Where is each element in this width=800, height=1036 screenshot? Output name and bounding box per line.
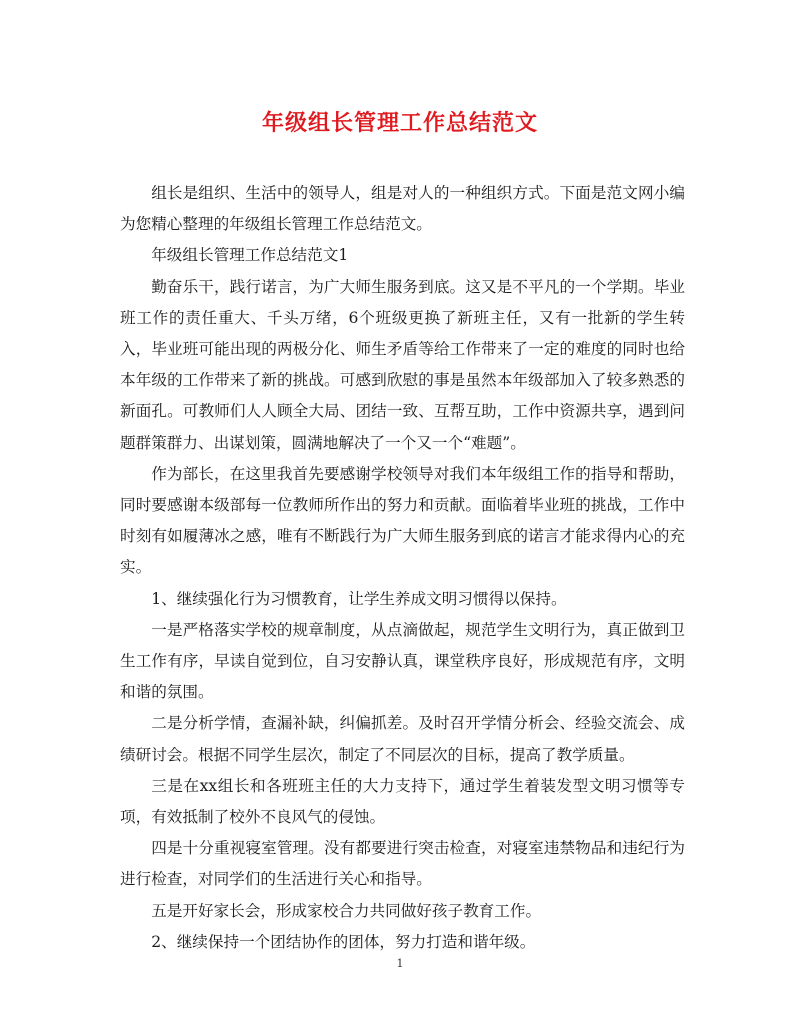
document-title: 年级组长管理工作总结范文 — [261, 110, 538, 136]
paragraph: 四是十分重视寝室管理。没有都要进行突击检查，对寝室违禁物品和违纪行为进行检查，对同学们的生活进行关心和指导。 — [120, 839, 685, 889]
paragraph-heading-2: 2、继续保持一个团结协作的团体，努力打造和谐年级。 — [151, 932, 536, 951]
paragraph: 五是开好家长会，形成家校合力共同做好孩子教育工作。 — [151, 901, 542, 920]
paragraph: 作为部长，在这里我首先要感谢学校领导对我们本年级组工作的指导和帮助，同时要感谢本级部每一位教师所作出的努力和贡献。面临着毕业班的挑战，工作中时刻有如履薄冰之感，唯有不断践行为广大师生服务到底的诺言才能求得内心的充实。 — [120, 464, 685, 577]
paragraph: 三是在xx组长和各班班主任的大力支持下，通过学生着装发型文明习惯等专项，有效抵制了校外不良风气的侵蚀。 — [120, 776, 685, 827]
paragraph-heading-1: 1、继续强化行为习惯教育，让学生养成文明习惯得以保持。 — [151, 589, 567, 608]
paragraph: 勤奋乐干，践行诺言，为广大师生服务到底。这又是不平凡的一个学期。毕业班工作的责任重大、千头万绪，6个班级更换了新班主任，又有一批新的学生转入，毕业班可能出现的两极分化、师生矛盾等给工作带来了一定的难度的同时也给本年级的工作带来了新的挑战。可感到欣慰的事是虽然本年级部加入了较多熟悉的新面孔。可教师们人人顾全大局、团结一致、互帮互助，工作中资源共享，遇到问题群策群力、出谋划策，圆满地解决了一个又一个“难题”。 — [120, 277, 685, 452]
paragraph-intro: 组长是组织、生活中的领导人，组是对人的一种组织方式。下面是范文网小编为您精心整理的年级组长管理工作总结范文。 — [120, 184, 685, 234]
paragraph-subtitle: 年级组长管理工作总结范文1 — [151, 246, 349, 265]
paragraph: 二是分析学情，查漏补缺，纠偏抓差。及时召开学情分析会、经验交流会、成绩研讨会。根据不同学生层次，制定了不同层次的目标，提高了教学质量。 — [120, 714, 685, 764]
page-number: 1 — [396, 957, 404, 970]
paragraph: 一是严格落实学校的规章制度，从点滴做起，规范学生文明行为，真正做到卫生工作有序，早读自觉到位，自习安静认真，课堂秩序良好，形成规范有序，文明和谐的氛围。 — [120, 620, 685, 702]
document-body — [120, 178, 685, 958]
